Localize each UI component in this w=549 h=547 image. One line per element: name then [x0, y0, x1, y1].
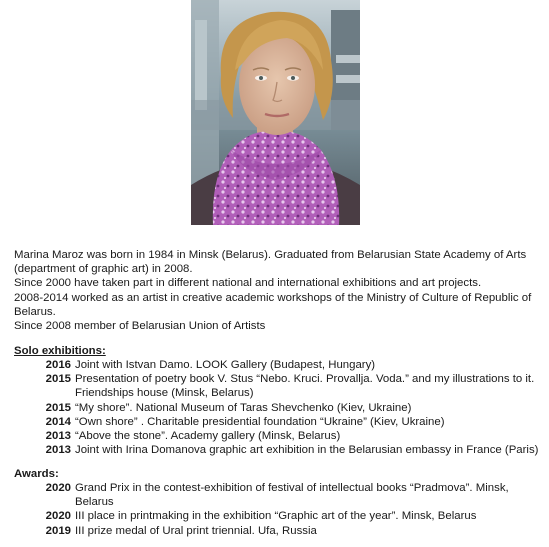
solo-exhibitions-list	[0, 358, 549, 457]
bio-paragraph-union: Since 2008 member of Belarusian Union of Artists	[14, 320, 266, 333]
list-item	[0, 481, 549, 509]
list-item	[0, 509, 549, 523]
entry-year: 2016	[45, 359, 71, 371]
entry-description: “Own shore” . Charitable presidential foundation “Ukraine” (Kiev, Ukraine)	[75, 415, 445, 428]
list-item	[0, 524, 549, 538]
entry-description: III prize medal of Ural print triennial. Ufa, Russia	[75, 524, 317, 537]
entry-year: 2015	[45, 401, 71, 414]
entry-year: 2019	[45, 524, 71, 537]
artist-biography	[14, 248, 544, 333]
list-item	[0, 358, 549, 372]
list-item	[0, 429, 549, 443]
entry-description: Joint with Istvan Damo. LOOK Gallery (Budapest, Hungary)	[75, 359, 376, 371]
entry-year: 2020	[45, 510, 71, 523]
entry-description: III place in printmaking in the exhibition “Graphic art of the year”. Minsk, Belarus	[75, 510, 477, 523]
bio-paragraph-birth: Marina Maroz was born in 1984 in Minsk (Belarus). Graduated from Belarusian State Academy of Arts (department of graphic art) in 2008.	[14, 249, 527, 276]
entry-description: “My shore”. National Museum of Taras Shevchenko (Kiev, Ukraine)	[75, 401, 412, 414]
entry-description: Grand Prix in the contest-exhibition of festival of intellectual books “Pradmova”. Minsk, Belarus	[75, 482, 509, 509]
entry-year: 2014	[45, 415, 71, 428]
solo-exhibitions-heading: Solo exhibitions:	[14, 345, 106, 357]
entry-description: Joint with Irina Domanova graphic art exhibition in the Belarusian embassy in France (Paris)	[75, 444, 539, 457]
list-item	[0, 372, 549, 400]
entry-year: 2013	[45, 430, 71, 443]
entry-description: “Above the stone”. Academy gallery (Minsk, Belarus)	[75, 430, 341, 443]
entry-year: 2013	[45, 444, 71, 457]
bio-paragraph-workshops: 2008-2014 worked as an artist in creative academic workshops of the Ministry of Culture of Republic of Belarus.	[14, 291, 532, 318]
entry-year: 2020	[45, 482, 71, 494]
list-item	[0, 401, 549, 415]
artist-portrait-photo	[191, 0, 360, 225]
awards-heading: Awards:	[14, 468, 59, 480]
portrait-image	[191, 0, 360, 225]
bio-paragraph-exhibitions: Since 2000 have taken part in different national and international exhibitions and art projects.	[14, 277, 482, 290]
entry-description: Presentation of poetry book V. Stus “Nebo. Kruci. Provallja. Voda.” and my illustrations to it. Friendships house (Minsk, Belarus)	[75, 373, 535, 400]
awards-list	[0, 481, 549, 538]
entry-year: 2015	[45, 373, 71, 386]
list-item	[0, 443, 549, 457]
list-item	[0, 415, 549, 429]
